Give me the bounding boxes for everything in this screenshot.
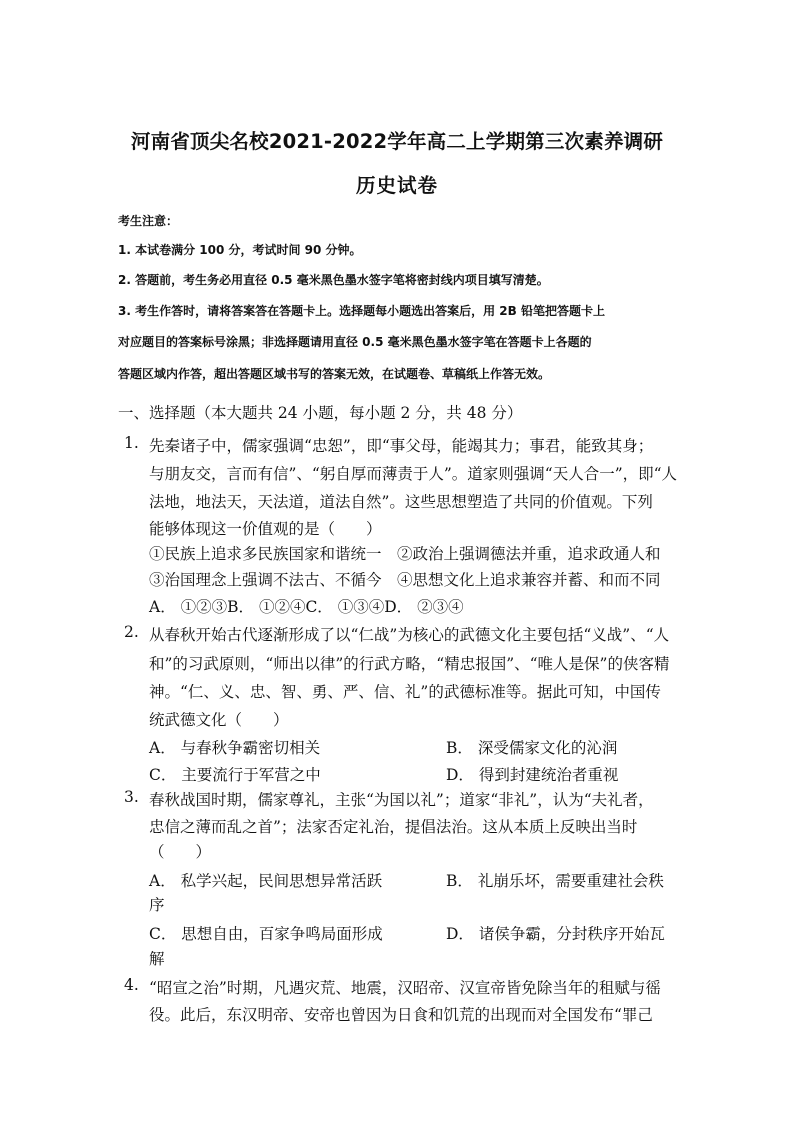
question-text: 能够体现这一价值观的是（ ）	[149, 520, 382, 538]
question-text: 与朋友交，言而有信”、“躬自厚而薄责于人”。道家则强调“天人合一”，即“人	[149, 465, 678, 483]
option-statement: ③治国理念上强调不法古、不循今 ④思想文化上追求兼容并蓄、和而不同	[149, 571, 661, 589]
question-text: 统武德文化（ ）	[149, 711, 289, 729]
option-b-continued: 序	[149, 896, 165, 914]
option-c: C． 思想自由，百家争鸣局面形成	[149, 925, 383, 943]
notice-heading: 考生注意：	[118, 214, 179, 228]
page-subtitle: 历史试卷	[355, 174, 438, 197]
question-text: 神。“仁、义、忠、智、勇、严、信、礼”的武德标准等。据此可知，中国传	[149, 683, 661, 701]
notice-item-2: 2. 答题前，考生务必用直径 0.5 毫米黑色墨水签字笔将密封线内项目填写清楚。	[118, 273, 549, 287]
answer-options: A． ①②③B． ①②④C． ①③④D． ②③④	[149, 598, 464, 616]
option-a: A． 与春秋争霸密切相关	[149, 739, 321, 757]
question-text: 先秦诸子中，儒家强调“忠恕”，即“事父母，能竭其力；事君，能致其身；	[149, 437, 654, 455]
notice-item-3-line-3: 答题区域内作答，超出答题区域书写的答案无效，在试题卷、草稿纸上作答无效。	[118, 367, 551, 381]
question-text: 春秋战国时期，儒家尊礼，主张“为国以礼”；道家“非礼”，认为“夫礼者，	[149, 791, 654, 809]
question-number: 2.	[124, 623, 139, 641]
question-text: 役。此后，东汉明帝、安帝也曾因为日食和饥荒的出现而对全国发布“罪己	[149, 1006, 653, 1024]
section-heading: 一、选择题（本大题共 24 小题，每小题 2 分，共 48 分）	[118, 404, 523, 422]
question-text: （ ）	[149, 843, 212, 861]
question-text: 从春秋开始古代逐渐形成了以“仁战”为核心的武德文化主要包括“义战”、“人	[149, 626, 670, 644]
question-text: 和”的习武原则，“师出以律”的行武方略，“精忠报国”、“唯人是保”的侠客精	[149, 655, 670, 673]
option-d-continued: 解	[149, 950, 165, 968]
option-b: B． 深受儒家文化的沁润	[446, 739, 618, 757]
question-text: 忠信之薄而乱之首”；法家否定礼治，提倡法治。这从本质上反映出当时	[149, 818, 638, 836]
question-text: “昭宣之治”时期，凡遇灾荒、地震，汉昭帝、汉宣帝皆免除当年的租赋与徭	[149, 979, 661, 997]
option-c: C． 主要流行于军营之中	[149, 766, 321, 784]
notice-item-3-line-2: 对应题目的答案标号涂黑；非选择题请用直径 0.5 毫米黑色墨水签字笔在答题卡上各题的	[118, 335, 592, 349]
option-d: D． 诸侯争霸，分封秩序开始瓦	[446, 925, 665, 943]
option-d: D． 得到封建统治者重视	[446, 766, 619, 784]
question-text: 法地，地法天，天法道，道法自然”。这些思想塑造了共同的价值观。下列	[149, 493, 653, 511]
question-number: 4.	[124, 976, 139, 994]
page-title: 河南省顶尖名校2021-2022学年高二上学期第三次素养调研	[130, 130, 664, 153]
notice-item-3-line-1: 3. 考生作答时，请将答案答在答题卡上。选择题每小题选出答案后，用 2B 铅笔把答题卡上	[118, 304, 605, 318]
notice-item-1: 1. 本试卷满分 100 分，考试时间 90 分钟。	[118, 243, 362, 257]
option-statement: ①民族上追求多民族国家和谐统一 ②政治上强调德法并重，追求政通人和	[149, 545, 661, 563]
option-b: B． 礼崩乐坏，需要重建社会秩	[446, 872, 664, 890]
question-number: 1.	[124, 434, 139, 452]
option-a: A． 私学兴起，民间思想异常活跃	[149, 872, 383, 890]
question-number: 3.	[124, 788, 139, 806]
